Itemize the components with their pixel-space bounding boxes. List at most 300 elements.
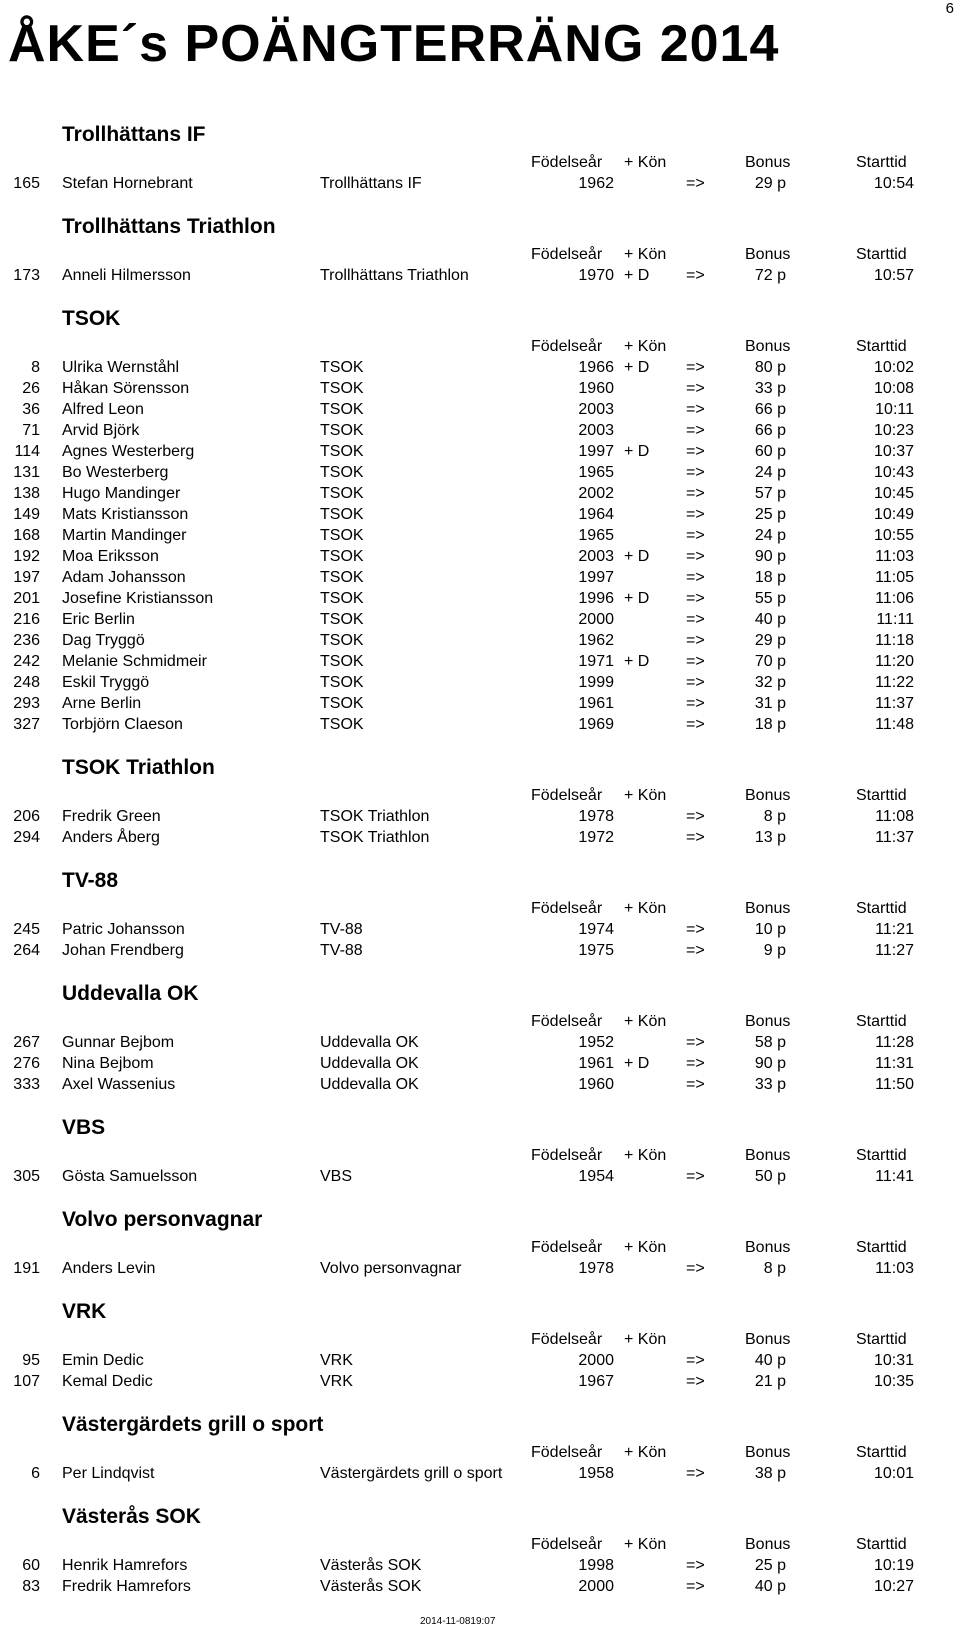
club-heading: TV-88 [62,869,119,892]
birth-year: 1997 [578,443,614,460]
bonus-points: 29 p [754,175,786,192]
arrow-marker: => [686,829,705,846]
club-heading: VRK [62,1300,107,1323]
header-bonus: Bonus [745,1331,791,1348]
bonus-points: 66 p [754,401,786,418]
runner-club: TSOK [320,380,364,397]
club-section [0,1203,960,1279]
birth-year: 1970 [578,267,614,284]
start-number: 168 [13,527,40,544]
birth-year: 1978 [578,808,614,825]
bonus-points: 66 p [754,422,786,439]
runner-club: TSOK [320,527,364,544]
start-time: 11:37 [875,829,914,846]
header-starttid: Starttid [856,787,907,804]
runner-club: TV-88 [320,942,363,959]
header-kon: + Kön [624,1536,667,1553]
bonus-points: 32 p [754,674,786,691]
column-header-row [0,1442,960,1463]
arrow-marker: => [686,1168,705,1185]
birth-year: 1974 [578,921,614,938]
bonus-points: 40 p [754,611,786,628]
arrow-marker: => [686,1076,705,1093]
runner-name: Fredrik Hamrefors [62,1578,191,1595]
start-number: 6 [31,1465,40,1482]
club-section [0,118,960,194]
arrow-marker: => [686,653,705,670]
page-number: 6 [945,0,954,17]
bonus-points: 24 p [754,527,786,544]
birth-year: 1962 [578,175,614,192]
birth-year: 1960 [578,1076,614,1093]
birth-year: 1965 [578,527,614,544]
runner-name: Stefan Hornebrant [62,175,193,192]
table-row [0,525,960,546]
start-number: 236 [13,632,40,649]
runner-name: Martin Mandinger [62,527,187,544]
header-bonus: Bonus [745,1444,791,1461]
table-row [0,588,960,609]
start-number: 36 [22,401,40,418]
table-row [0,504,960,525]
arrow-marker: => [686,695,705,712]
header-kon: + Kön [624,338,667,355]
header-bonus: Bonus [745,1013,791,1030]
runner-club: Västergärdets grill o sport [320,1465,503,1482]
birth-year: 1962 [578,632,614,649]
birth-year: 1975 [578,942,614,959]
runner-club: VRK [320,1373,353,1390]
arrow-marker: => [686,422,705,439]
start-number: 293 [13,695,40,712]
start-number: 26 [22,380,40,397]
header-starttid: Starttid [856,900,907,917]
arrow-marker: => [686,632,705,649]
birth-year: 1964 [578,506,614,523]
table-row [0,1166,960,1187]
arrow-marker: => [686,921,705,938]
club-section [0,1111,960,1187]
table-row [0,651,960,672]
arrow-marker: => [686,590,705,607]
runner-club: TSOK [320,611,364,628]
start-time: 11:31 [875,1055,914,1072]
page-title: ÅKE´s POÄNGTERRÄNG 2014 [8,15,780,73]
arrow-marker: => [686,674,705,691]
runner-name: Ulrika Wernståhl [62,359,180,376]
runner-club: TSOK [320,422,364,439]
start-time: 10:45 [873,485,914,502]
table-row [0,399,960,420]
runner-club: TSOK Triathlon [320,829,430,846]
start-time: 11:37 [875,695,914,712]
club-heading: Västerås SOK [62,1505,201,1528]
start-number: 165 [13,175,40,192]
sex-marker: + D [624,548,650,565]
bonus-points: 58 p [754,1034,786,1051]
club-heading: TSOK Triathlon [62,756,215,779]
runner-club: TSOK [320,401,364,418]
club-section [0,864,960,961]
runner-club: TSOK [320,359,364,376]
runner-club: Uddevalla OK [320,1055,419,1072]
arrow-marker: => [686,401,705,418]
start-time: 11:11 [876,611,914,628]
column-header-row [0,1011,960,1032]
birth-year: 1978 [578,1260,614,1277]
header-fodelsear: Födelseår [531,1331,603,1348]
runner-name: Arne Berlin [62,695,142,712]
sex-marker: + D [624,653,650,670]
start-time: 10:19 [873,1557,914,1574]
sex-marker: + D [624,590,650,607]
header-kon: + Kön [624,246,667,263]
print-timestamp: 2014-11-0819:07 [420,1616,496,1627]
table-row [0,1555,960,1576]
start-time: 10:55 [873,527,914,544]
start-number: 197 [13,569,40,586]
bonus-points: 8 p [763,1260,786,1277]
start-number: 173 [13,267,40,284]
header-starttid: Starttid [856,1013,907,1030]
start-number: 192 [13,548,40,565]
arrow-marker: => [686,380,705,397]
bonus-points: 10 p [754,921,786,938]
runner-club: TSOK [320,464,364,481]
header-starttid: Starttid [856,1147,907,1164]
arrow-marker: => [686,716,705,733]
club-heading: TSOK [62,307,121,330]
arrow-marker: => [686,359,705,376]
bonus-points: 25 p [754,506,786,523]
header-starttid: Starttid [856,1444,907,1461]
bonus-points: 40 p [754,1578,786,1595]
start-time: 11:06 [875,590,914,607]
bonus-points: 70 p [754,653,786,670]
start-number: 131 [13,464,40,481]
runner-club: Västerås SOK [320,1578,422,1595]
sex-marker: + D [624,1055,650,1072]
start-time: 11:50 [875,1076,914,1093]
runner-name: Alfred Leon [62,401,144,418]
table-row [0,919,960,940]
start-time: 10:57 [873,267,914,284]
sex-marker: + D [624,443,650,460]
runner-club: TSOK [320,695,364,712]
runner-club: VRK [320,1352,353,1369]
runner-club: TSOK Triathlon [320,808,430,825]
table-row [0,609,960,630]
runner-name: Håkan Sörensson [62,380,190,397]
header-fodelsear: Födelseår [531,1536,603,1553]
table-row [0,462,960,483]
start-number: 8 [31,359,40,376]
club-section [0,210,960,286]
arrow-marker: => [686,569,705,586]
header-starttid: Starttid [856,1536,907,1553]
header-starttid: Starttid [856,1331,907,1348]
birth-year: 2003 [578,401,614,418]
runner-name: Anders Åberg [62,829,160,846]
table-row [0,1258,960,1279]
table-row [0,483,960,504]
bonus-points: 50 p [754,1168,786,1185]
bonus-points: 60 p [754,443,786,460]
table-row [0,827,960,848]
start-time: 11:48 [875,716,914,733]
runner-club: TSOK [320,590,364,607]
club-heading: Västergärdets grill o sport [62,1413,324,1436]
start-time: 11:03 [875,1260,914,1277]
arrow-marker: => [686,1465,705,1482]
header-kon: + Kön [624,1013,667,1030]
arrow-marker: => [686,175,705,192]
arrow-marker: => [686,611,705,628]
bonus-points: 40 p [754,1352,786,1369]
runner-club: Västerås SOK [320,1557,422,1574]
start-number: 242 [13,653,40,670]
table-row [0,265,960,286]
header-fodelsear: Födelseår [531,1013,603,1030]
club-heading: Uddevalla OK [62,982,199,1005]
start-number: 333 [13,1076,40,1093]
arrow-marker: => [686,1352,705,1369]
runner-club: TV-88 [320,921,363,938]
club-section [0,1408,960,1484]
club-heading: Trollhättans IF [62,123,206,146]
runner-club: TSOK [320,716,364,733]
runner-club: VBS [320,1168,353,1185]
table-row [0,672,960,693]
column-header-row [0,898,960,919]
header-bonus: Bonus [745,900,791,917]
table-row [0,1053,960,1074]
arrow-marker: => [686,1034,705,1051]
column-header-row [0,1329,960,1350]
arrow-marker: => [686,1557,705,1574]
runner-name: Anders Levin [62,1260,156,1277]
runner-club: TSOK [320,632,364,649]
club-heading: VBS [62,1116,106,1139]
start-number: 267 [13,1034,40,1051]
club-heading: Volvo personvagnar [62,1208,263,1231]
start-time: 10:31 [873,1352,914,1369]
birth-year: 2003 [578,548,614,565]
bonus-points: 31 p [754,695,786,712]
column-header-row [0,336,960,357]
start-number: 107 [13,1373,40,1390]
runner-club: Trollhättans Triathlon [320,267,469,284]
table-row [0,1350,960,1371]
header-kon: + Kön [624,900,667,917]
start-time: 10:27 [873,1578,914,1595]
runner-name: Axel Wassenius [62,1076,176,1093]
start-time: 11:03 [875,548,914,565]
header-starttid: Starttid [856,154,907,171]
birth-year: 1996 [578,590,614,607]
runner-club: TSOK [320,548,364,565]
header-bonus: Bonus [745,1147,791,1164]
header-kon: + Kön [624,1147,667,1164]
runner-name: Henrik Hamrefors [62,1557,188,1574]
start-number: 201 [13,590,40,607]
start-number: 114 [14,443,40,460]
start-number: 276 [13,1055,40,1072]
arrow-marker: => [686,808,705,825]
header-fodelsear: Födelseår [531,787,603,804]
start-time: 10:01 [873,1465,914,1482]
start-number: 305 [13,1168,40,1185]
header-fodelsear: Födelseår [531,1239,603,1256]
start-time: 11:21 [875,921,914,938]
bonus-points: 38 p [754,1465,786,1482]
runner-name: Patric Johansson [62,921,185,938]
birth-year: 1969 [578,716,614,733]
runner-name: Gösta Samuelsson [62,1168,198,1185]
table-row [0,1463,960,1484]
header-kon: + Kön [624,787,667,804]
header-bonus: Bonus [745,338,791,355]
start-number: 206 [13,808,40,825]
runner-name: Eskil Tryggö [62,674,150,691]
arrow-marker: => [686,527,705,544]
table-row [0,940,960,961]
runner-name: Josefine Kristiansson [62,590,214,607]
club-heading: Trollhättans Triathlon [62,215,276,238]
runner-club: TSOK [320,506,364,523]
club-section [0,1295,960,1392]
start-number: 149 [13,506,40,523]
start-time: 10:35 [873,1373,914,1390]
birth-year: 1952 [578,1034,614,1051]
bonus-points: 29 p [754,632,786,649]
start-number: 327 [13,716,40,733]
start-number: 245 [13,921,40,938]
runner-club: Trollhättans IF [320,175,422,192]
header-fodelsear: Födelseår [531,1444,603,1461]
start-time: 10:37 [873,443,914,460]
bonus-points: 72 p [754,267,786,284]
runner-name: Hugo Mandinger [62,485,181,502]
start-time: 10:49 [873,506,914,523]
start-time: 11:28 [875,1034,914,1051]
header-starttid: Starttid [856,1239,907,1256]
start-time: 11:27 [875,942,914,959]
start-number: 71 [22,422,40,439]
column-header-row [0,152,960,173]
club-section [0,302,960,735]
runner-club: Volvo personvagnar [320,1260,462,1277]
club-section [0,977,960,1095]
runner-name: Emin Dedic [62,1352,144,1369]
table-row [0,357,960,378]
bonus-points: 90 p [754,548,786,565]
birth-year: 1966 [578,359,614,376]
birth-year: 1998 [578,1557,614,1574]
arrow-marker: => [686,1373,705,1390]
birth-year: 1965 [578,464,614,481]
sex-marker: + D [624,267,650,284]
runner-name: Kemal Dedic [62,1373,153,1390]
start-time: 11:05 [875,569,914,586]
runner-name: Bo Westerberg [62,464,169,481]
column-header-row [0,785,960,806]
start-number: 83 [22,1578,40,1595]
table-row [0,714,960,735]
bonus-points: 25 p [754,1557,786,1574]
arrow-marker: => [686,443,705,460]
bonus-points: 18 p [754,716,786,733]
header-fodelsear: Födelseår [531,154,603,171]
birth-year: 1954 [578,1168,614,1185]
birth-year: 1958 [578,1465,614,1482]
birth-year: 2000 [578,611,614,628]
start-time: 10:43 [873,464,914,481]
runner-name: Per Lindqvist [62,1465,155,1482]
birth-year: 1972 [578,829,614,846]
runner-name: Dag Tryggö [62,632,145,649]
header-kon: + Kön [624,1331,667,1348]
arrow-marker: => [686,506,705,523]
table-row [0,1074,960,1095]
arrow-marker: => [686,267,705,284]
bonus-points: 55 p [754,590,786,607]
runner-club: Uddevalla OK [320,1076,419,1093]
runner-name: Mats Kristiansson [62,506,189,523]
header-starttid: Starttid [856,338,907,355]
start-number: 191 [13,1260,40,1277]
arrow-marker: => [686,1055,705,1072]
birth-year: 1960 [578,380,614,397]
runner-name: Moa Eriksson [62,548,159,565]
start-number: 95 [22,1352,40,1369]
table-row [0,567,960,588]
table-row [0,693,960,714]
column-header-row [0,1237,960,1258]
start-time: 11:18 [875,632,914,649]
table-row [0,441,960,462]
start-time: 10:23 [873,422,914,439]
bonus-points: 80 p [754,359,786,376]
header-starttid: Starttid [856,246,907,263]
bonus-points: 24 p [754,464,786,481]
table-row [0,630,960,651]
birth-year: 1961 [578,1055,614,1072]
arrow-marker: => [686,1260,705,1277]
runner-name: Johan Frendberg [62,942,184,959]
start-number: 264 [13,942,40,959]
runner-club: TSOK [320,443,364,460]
bonus-points: 21 p [754,1373,786,1390]
start-number: 60 [22,1557,40,1574]
bonus-points: 8 p [763,808,786,825]
header-fodelsear: Födelseår [531,246,603,263]
birth-year: 2000 [578,1352,614,1369]
table-row [0,1032,960,1053]
runner-club: TSOK [320,653,364,670]
start-time: 10:11 [875,401,914,418]
header-fodelsear: Födelseår [531,900,603,917]
start-time: 11:20 [875,653,914,670]
runner-name: Agnes Westerberg [62,443,195,460]
start-time: 11:22 [875,674,914,691]
start-number: 138 [13,485,40,502]
header-bonus: Bonus [745,1239,791,1256]
birth-year: 1967 [578,1373,614,1390]
header-bonus: Bonus [745,154,791,171]
bonus-points: 13 p [754,829,786,846]
header-fodelsear: Födelseår [531,338,603,355]
